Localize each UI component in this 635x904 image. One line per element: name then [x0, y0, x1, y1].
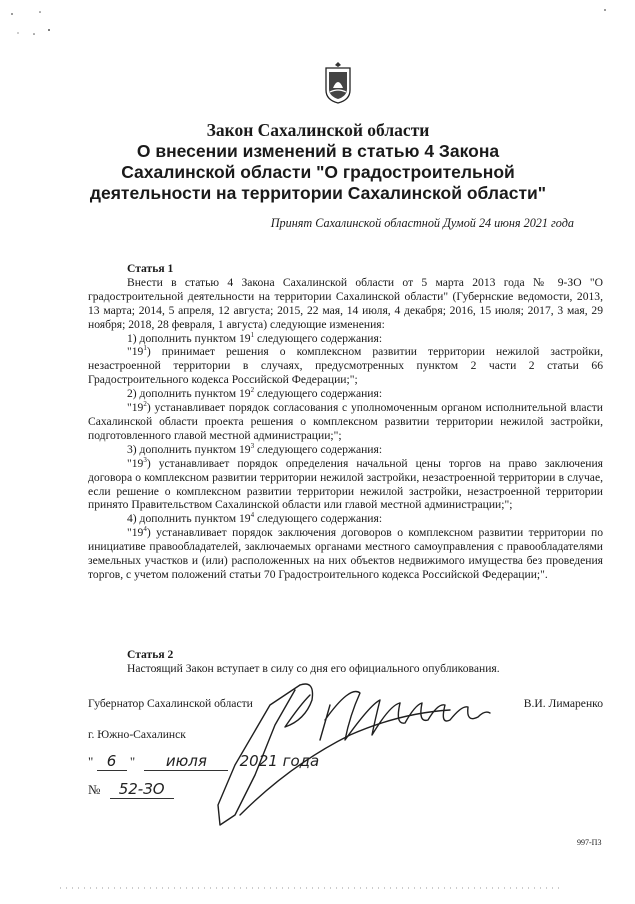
point-3-body: ) устанавливает порядок определения начальной цены торгов на право заключения договора о комплексном развитии территории нежилой застройки, незастроенной территории в случае, если решение о комплексном развитии территории нежилой застройки, незастроенной территории принято Правительством Сахалинской области или главой местной администрации;"; [88, 456, 603, 512]
point-4-sup: 4 [143, 525, 147, 534]
law-number [88, 780, 174, 799]
governor-name: В.И. Лимаренко [523, 697, 603, 710]
article-2-heading: Статья 2 [127, 648, 174, 661]
point-2-open: "19 [127, 401, 144, 415]
number-label: № [88, 782, 101, 797]
date-day: 6 [97, 752, 127, 771]
item-3-text: 3) дополнить пунктом 19 [127, 442, 251, 456]
document-title [60, 120, 576, 204]
article-1-intro: Внести в статью 4 Закона Сахалинской области от 5 марта 2013 года № 9-ЗО "О градостроительной деятельности на территории Сахалинской области" (Губернские ведомости, 2013, 13 марта; 2014, 5 апреля, 12 августа; 2015, 22 мая, 14 июля, 4 декабря; 2016, 15 июля; 2017, 3 мая, 29 ноября; 2018, 28 февраля, 1 августа) следующие изменения: [88, 275, 603, 331]
number-value: 52-ЗО [110, 780, 174, 799]
point-4-open: "19 [127, 526, 144, 540]
article-1-item-1 [88, 332, 603, 346]
article-1-point-19-3 [88, 457, 603, 513]
title-line-4: деятельности на территории Сахалинской области" [89, 183, 547, 203]
date-month: июля [144, 752, 228, 771]
item-3-sup: 3 [250, 441, 255, 450]
article-1-item-3 [88, 443, 603, 457]
article-1-point-19-4 [88, 526, 603, 582]
point-2-sup: 2 [143, 400, 147, 409]
point-1-body: ) принимает решения о комплексном развитии территории нежилой застройки, незастроенной территории в случаях, предусмотренных пунктом 2 части 2 статьи 66 Градостроительного кодекса Российской Федерации;"; [88, 345, 603, 387]
point-2-body: ) устанавливает порядок согласования с уполномоченным органом исполнительной власти Сахалинской области проекта решения о комплексном развитии территории нежилой застройки, подготовленного главой местной администрации;"; [88, 401, 603, 442]
item-1-sup: 1 [250, 330, 255, 339]
point-1-open: "19 [127, 345, 144, 359]
item-4-sup: 4 [250, 511, 255, 520]
article-1-point-19-2 [88, 401, 603, 443]
item-2-sup: 2 [250, 386, 255, 395]
article-1-item-4 [88, 512, 603, 526]
governor-title: Губернатор Сахалинской области [88, 697, 253, 710]
point-4-body: ) устанавливает порядок заключения договоров о комплексном развитии территории по инициативе правообладателей, заключаемых органами местного самоуправления с правообладателями земельных участков и (или) расположенных на них объектов недвижимого имущества без проведения торгов, с учетом положений статьи 70 Градостроительного кодекса Российской Федерации;". [88, 526, 603, 581]
item-4-text: 4) дополнить пунктом 19 [127, 512, 251, 526]
signing-city: г. Южно-Сахалинск [88, 728, 186, 741]
title-line-1: Закон Сахалинской области [206, 120, 430, 140]
title-line-2: О внесении изменений в статью 4 Закона [136, 141, 500, 161]
point-1-sup: 1 [143, 344, 147, 353]
date-year: 2021 года [239, 752, 320, 770]
item-3-tail: следующего содержания: [254, 442, 383, 456]
article-2-text: Настоящий Закон вступает в силу со дня его официального опубликования. [127, 661, 500, 675]
item-1-tail: следующего содержания: [254, 331, 383, 345]
date-quote-close: " [129, 754, 136, 769]
article-1-point-19-1 [88, 345, 603, 387]
item-2-text: 2) дополнить пунктом 19 [127, 387, 251, 401]
item-4-tail: следующего содержания: [254, 512, 383, 526]
handwritten-signature [200, 665, 500, 830]
document-code: 997-П3 [577, 838, 602, 847]
point-3-sup: 3 [143, 455, 147, 464]
article-1 [88, 262, 603, 582]
item-1-text: 1) дополнить пунктом 19 [127, 331, 251, 345]
item-2-tail: следующего содержания: [254, 387, 383, 401]
point-3-open: "19 [127, 456, 144, 470]
article-1-heading: Статья 1 [127, 262, 174, 275]
title-line-3: Сахалинской области "О градостроительной [121, 162, 515, 182]
date-quote-open: " [88, 754, 94, 769]
article-1-item-2 [88, 387, 603, 401]
adoption-note: Принят Сахалинской областной Думой 24 июня 2021 года [270, 216, 574, 230]
coat-of-arms-icon [323, 58, 353, 104]
